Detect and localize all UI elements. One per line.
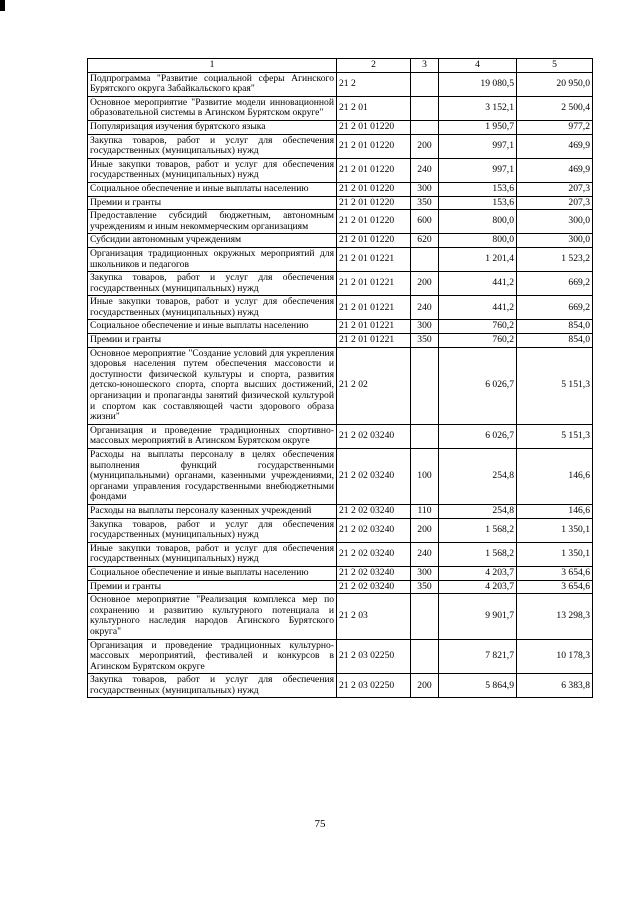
row-code-cell: 21 2 01 01220	[337, 182, 411, 196]
row-code-cell: 21 2 02 03240	[337, 580, 411, 594]
row-expense-type-cell	[411, 594, 439, 639]
row-expense-type-cell	[411, 120, 439, 134]
table-row	[88, 674, 593, 698]
row-value-col4-cell: 997,1	[439, 158, 517, 182]
row-expense-type-cell: 200	[411, 134, 439, 158]
row-value-col5-cell: 3 654,6	[517, 580, 593, 594]
row-expense-type-cell: 110	[411, 504, 439, 518]
row-expense-type-cell: 300	[411, 182, 439, 196]
row-code-cell: 21 2 03	[337, 594, 411, 639]
row-code-cell: 21 2 02 03240	[337, 504, 411, 518]
row-value-col5-cell: 669,2	[517, 296, 593, 320]
row-name-cell: Основное мероприятие "Реализация комплекса мер по сохранению и развитию культурного потенциала и культурного наследия народов Агинского Бурятского округа"	[88, 594, 337, 639]
row-code-cell: 21 2 01 01221	[337, 334, 411, 348]
row-value-col5-cell: 1 350,1	[517, 542, 593, 566]
table-row	[88, 210, 593, 234]
row-value-col5-cell: 669,2	[517, 272, 593, 296]
table-row	[88, 424, 593, 448]
row-value-col5-cell: 300,0	[517, 234, 593, 248]
table-row	[88, 518, 593, 542]
row-value-col4-cell: 153,6	[439, 196, 517, 210]
table-row	[88, 182, 593, 196]
row-expense-type-cell: 240	[411, 296, 439, 320]
table-row	[88, 580, 593, 594]
row-name-cell: Социальное обеспечение и иные выплаты населению	[88, 182, 337, 196]
page-number: 75	[314, 818, 326, 830]
row-expense-type-cell: 240	[411, 158, 439, 182]
row-code-cell: 21 2 02 03240	[337, 424, 411, 448]
table-row	[88, 72, 593, 96]
row-expense-type-cell: 620	[411, 234, 439, 248]
row-code-cell: 21 2 01 01221	[337, 320, 411, 334]
row-name-cell: Премии и гранты	[88, 334, 337, 348]
table-body	[88, 72, 593, 698]
row-code-cell: 21 2 02 03240	[337, 449, 411, 505]
row-value-col4-cell: 1 201,4	[439, 247, 517, 271]
row-expense-type-cell: 350	[411, 580, 439, 594]
row-expense-type-cell: 350	[411, 334, 439, 348]
row-code-cell: 21 2 01 01221	[337, 296, 411, 320]
row-name-cell: Организация и проведение традиционных спортивно-массовых мероприятий в Агинском Бурятском округе	[88, 424, 337, 448]
row-expense-type-cell	[411, 424, 439, 448]
scan-corner-mark	[0, 0, 5, 11]
row-value-col4-cell: 441,2	[439, 296, 517, 320]
row-value-col4-cell: 800,0	[439, 234, 517, 248]
row-value-col5-cell: 13 298,3	[517, 594, 593, 639]
table-row	[88, 234, 593, 248]
row-value-col5-cell: 854,0	[517, 334, 593, 348]
row-value-col5-cell: 300,0	[517, 210, 593, 234]
row-expense-type-cell: 100	[411, 449, 439, 505]
table-row	[88, 566, 593, 580]
row-code-cell: 21 2 01 01221	[337, 272, 411, 296]
row-expense-type-cell	[411, 72, 439, 96]
row-code-cell: 21 2 01 01220	[337, 196, 411, 210]
row-value-col4-cell: 254,8	[439, 504, 517, 518]
table-row	[88, 296, 593, 320]
table-row	[88, 120, 593, 134]
row-code-cell: 21 2 02 03240	[337, 566, 411, 580]
row-name-cell: Иные закупки товаров, работ и услуг для обеспечения государственных (муниципальных) нужд	[88, 158, 337, 182]
row-name-cell: Премии и гранты	[88, 196, 337, 210]
row-value-col4-cell: 254,8	[439, 449, 517, 505]
table-row	[88, 247, 593, 271]
row-value-col4-cell: 7 821,7	[439, 639, 517, 674]
row-value-col4-cell: 6 026,7	[439, 424, 517, 448]
row-expense-type-cell: 300	[411, 566, 439, 580]
row-expense-type-cell	[411, 347, 439, 424]
row-name-cell: Расходы на выплаты персоналу казенных учреждений	[88, 504, 337, 518]
row-code-cell: 21 2 02 03240	[337, 542, 411, 566]
row-value-col4-cell: 153,6	[439, 182, 517, 196]
row-expense-type-cell: 240	[411, 542, 439, 566]
table-row	[88, 134, 593, 158]
row-expense-type-cell	[411, 247, 439, 271]
row-value-col5-cell: 146,6	[517, 504, 593, 518]
row-value-col5-cell: 977,2	[517, 120, 593, 134]
row-value-col4-cell: 4 203,7	[439, 580, 517, 594]
row-value-col4-cell: 3 152,1	[439, 96, 517, 120]
row-name-cell: Закупка товаров, работ и услуг для обеспечения государственных (муниципальных) нужд	[88, 674, 337, 698]
row-code-cell: 21 2 02	[337, 347, 411, 424]
row-value-col5-cell: 6 383,8	[517, 674, 593, 698]
row-name-cell: Закупка товаров, работ и услуг для обеспечения государственных (муниципальных) нужд	[88, 518, 337, 542]
row-value-col5-cell: 5 151,3	[517, 424, 593, 448]
row-value-col4-cell: 997,1	[439, 134, 517, 158]
row-value-col4-cell: 441,2	[439, 272, 517, 296]
row-value-col4-cell: 5 864,9	[439, 674, 517, 698]
row-value-col5-cell: 469,9	[517, 158, 593, 182]
row-value-col5-cell: 207,3	[517, 182, 593, 196]
row-value-col5-cell: 1 523,2	[517, 247, 593, 271]
row-value-col4-cell: 800,0	[439, 210, 517, 234]
row-code-cell: 21 2 01	[337, 96, 411, 120]
row-name-cell: Премии и гранты	[88, 580, 337, 594]
row-code-cell: 21 2 03 02250	[337, 639, 411, 674]
header-col-1: 1	[88, 59, 337, 73]
row-value-col5-cell: 2 500,4	[517, 96, 593, 120]
row-expense-type-cell	[411, 96, 439, 120]
table-row	[88, 334, 593, 348]
row-value-col5-cell: 10 178,3	[517, 639, 593, 674]
row-code-cell: 21 2 01 01221	[337, 247, 411, 271]
row-expense-type-cell: 200	[411, 674, 439, 698]
table-row	[88, 158, 593, 182]
row-name-cell: Подпрограмма "Развитие социальной сферы Агинского Бурятского округа Забайкальского края"	[88, 72, 337, 96]
row-name-cell: Социальное обеспечение и иные выплаты населению	[88, 566, 337, 580]
table-row	[88, 639, 593, 674]
row-code-cell: 21 2 03 02250	[337, 674, 411, 698]
row-expense-type-cell: 300	[411, 320, 439, 334]
row-value-col4-cell: 9 901,7	[439, 594, 517, 639]
row-name-cell: Закупка товаров, работ и услуг для обеспечения государственных (муниципальных) нужд	[88, 272, 337, 296]
header-row	[88, 59, 593, 73]
row-code-cell: 21 2 01 01220	[337, 158, 411, 182]
table-row	[88, 320, 593, 334]
row-code-cell: 21 2 01 01220	[337, 120, 411, 134]
row-expense-type-cell: 350	[411, 196, 439, 210]
row-name-cell: Субсидии автономным учреждениям	[88, 234, 337, 248]
table-row	[88, 96, 593, 120]
row-name-cell: Основное мероприятие "Развитие модели инновационной образовательной системы в Агинском Бурятском округе"	[88, 96, 337, 120]
row-name-cell: Иные закупки товаров, работ и услуг для обеспечения государственных (муниципальных) нужд	[88, 542, 337, 566]
row-name-cell: Популяризация изучения бурятского языка	[88, 120, 337, 134]
table-row	[88, 347, 593, 424]
header-col-3: 3	[411, 59, 439, 73]
row-name-cell: Предоставление субсидий бюджетным, автономным учреждениям и иным некоммерческим организациям	[88, 210, 337, 234]
row-value-col5-cell: 5 151,3	[517, 347, 593, 424]
header-col-4: 4	[439, 59, 517, 73]
row-name-cell: Основное мероприятие "Создание условий для укрепления здоровья населения путем обеспечения массовости и доступности физической культуры и спорта, развития детско-юношеского спорта, спорта высших достижений, организации и пропаганды занятий физической культурой и спортом как составляющей части здорового образа жизни"	[88, 347, 337, 424]
row-name-cell: Иные закупки товаров, работ и услуг для обеспечения государственных (муниципальных) нужд	[88, 296, 337, 320]
row-expense-type-cell: 200	[411, 518, 439, 542]
row-value-col5-cell: 3 654,6	[517, 566, 593, 580]
table-row	[88, 196, 593, 210]
header-col-2: 2	[337, 59, 411, 73]
row-value-col4-cell: 6 026,7	[439, 347, 517, 424]
header-col-5: 5	[517, 59, 593, 73]
row-name-cell: Организация и проведение традиционных культурно-массовых мероприятий, фестивалей и конкурсов в Агинском Бурятском округе	[88, 639, 337, 674]
row-value-col5-cell: 146,6	[517, 449, 593, 505]
row-value-col4-cell: 4 203,7	[439, 566, 517, 580]
row-value-col4-cell: 760,2	[439, 334, 517, 348]
row-name-cell: Расходы на выплаты персоналу в целях обеспечения выполнения функций государственными (муниципальными) органами, казенными учреждениями, органами управления государственными внебюджетными фондами	[88, 449, 337, 505]
row-value-col4-cell: 1 568,2	[439, 518, 517, 542]
table-row	[88, 504, 593, 518]
row-code-cell: 21 2 01 01220	[337, 210, 411, 234]
row-value-col5-cell: 854,0	[517, 320, 593, 334]
row-value-col4-cell: 1 568,2	[439, 542, 517, 566]
row-name-cell: Социальное обеспечение и иные выплаты населению	[88, 320, 337, 334]
budget-table	[87, 58, 593, 698]
row-value-col5-cell: 1 350,1	[517, 518, 593, 542]
row-value-col4-cell: 760,2	[439, 320, 517, 334]
row-expense-type-cell	[411, 639, 439, 674]
row-name-cell: Организация традиционных окружных мероприятий для школьников и педагогов	[88, 247, 337, 271]
row-value-col4-cell: 1 950,7	[439, 120, 517, 134]
row-value-col5-cell: 20 950,0	[517, 72, 593, 96]
row-code-cell: 21 2	[337, 72, 411, 96]
row-code-cell: 21 2 02 03240	[337, 518, 411, 542]
row-code-cell: 21 2 01 01220	[337, 134, 411, 158]
row-value-col5-cell: 469,9	[517, 134, 593, 158]
row-value-col5-cell: 207,3	[517, 196, 593, 210]
row-name-cell: Закупка товаров, работ и услуг для обеспечения государственных (муниципальных) нужд	[88, 134, 337, 158]
table-row	[88, 272, 593, 296]
row-expense-type-cell: 600	[411, 210, 439, 234]
table-row	[88, 542, 593, 566]
row-expense-type-cell: 200	[411, 272, 439, 296]
row-code-cell: 21 2 01 01220	[337, 234, 411, 248]
table-row	[88, 449, 593, 505]
row-value-col4-cell: 19 080,5	[439, 72, 517, 96]
table-row	[88, 594, 593, 639]
